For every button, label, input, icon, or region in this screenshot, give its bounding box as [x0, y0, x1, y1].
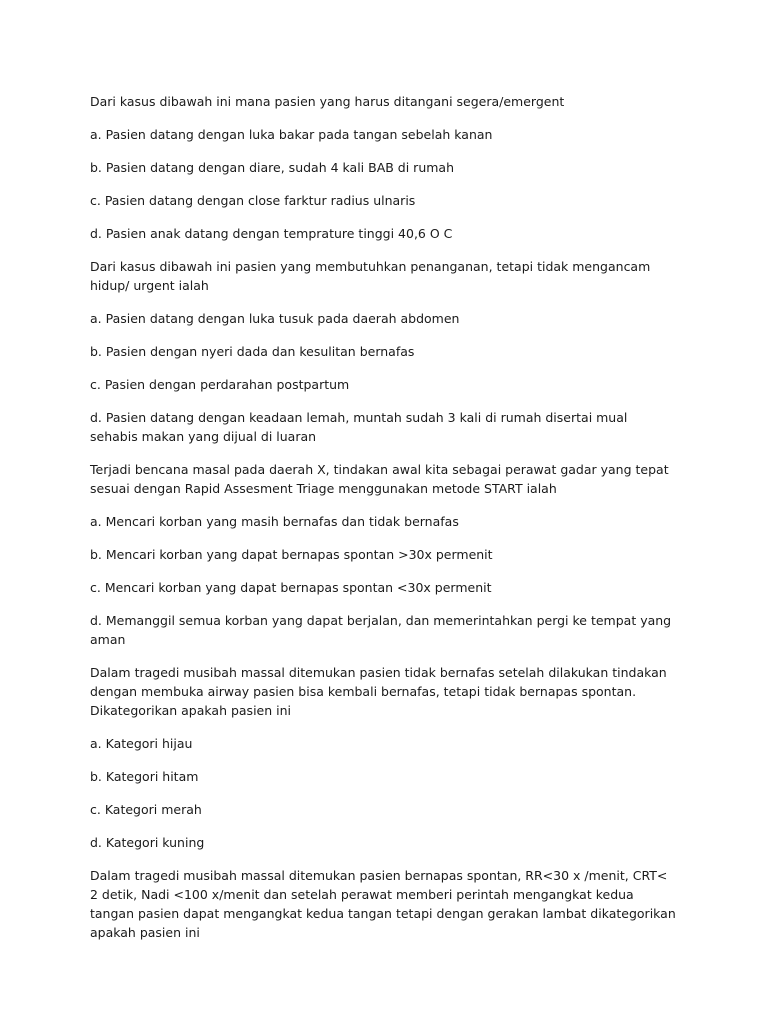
question-2-option-d: d. Pasien datang dengan keadaan lemah, muntah sudah 3 kali di rumah disertai mual sehabis makan yang dijual di luaran: [90, 410, 628, 444]
question-4-option-c: c. Kategori merah: [90, 802, 202, 817]
question-3-option-b: b. Mencari korban yang dapat bernapas spontan >30x permenit: [90, 547, 493, 562]
question-2-option-c: c. Pasien dengan perdarahan postpartum: [90, 377, 350, 392]
question-4-option-b: b. Kategori hitam: [90, 769, 199, 784]
question-1: Dari kasus dibawah ini mana pasien yang harus ditangani segera/emergent: [90, 94, 565, 109]
question-3-option-a: a. Mencari korban yang masih bernafas dan tidak bernafas: [90, 514, 459, 529]
question-3-option-d: d. Memanggil semua korban yang dapat berjalan, dan memerintahkan pergi ke tempat yang aman: [90, 613, 672, 647]
question-1-option-a: a. Pasien datang dengan luka bakar pada tangan sebelah kanan: [90, 127, 493, 142]
question-3: Terjadi bencana masal pada daerah X, tindakan awal kita sebagai perawat gadar yang tepat sesuai dengan Rapid Assesment Triage menggunakan metode START ialah: [90, 462, 669, 496]
question-4-option-a: a. Kategori hijau: [90, 736, 193, 751]
question-1-option-c: c. Pasien datang dengan close farktur radius ulnaris: [90, 193, 416, 208]
question-2: Dari kasus dibawah ini pasien yang membutuhkan penanganan, tetapi tidak mengancam hidup/ urgent ialah: [90, 259, 651, 293]
question-1-option-d: d. Pasien anak datang dengan temprature tinggi 40,6 O C: [90, 226, 453, 241]
question-4-option-d: d. Kategori kuning: [90, 835, 205, 850]
question-3-option-c: c. Mencari korban yang dapat bernapas spontan <30x permenit: [90, 580, 492, 595]
question-2-option-b: b. Pasien dengan nyeri dada dan kesulitan bernafas: [90, 344, 415, 359]
question-2-option-a: a. Pasien datang dengan luka tusuk pada daerah abdomen: [90, 311, 460, 326]
question-5: Dalam tragedi musibah massal ditemukan pasien bernapas spontan, RR<30 x /menit, CRT< 2 detik, Nadi <100 x/menit dan setelah perawat memberi perintah mengangkat kedua tangan pasien dapat mengangkat kedua tangan tetapi dengan gerakan lambat dikategorikan apakah pasien ini: [90, 868, 676, 940]
document-body: [90, 92, 678, 956]
question-1-option-b: b. Pasien datang dengan diare, sudah 4 kali BAB di rumah: [90, 160, 455, 175]
question-4: Dalam tragedi musibah massal ditemukan pasien tidak bernafas setelah dilakukan tindakan dengan membuka airway pasien bisa kembali bernafas, tetapi tidak bernapas spontan. Dikategorikan apakah pasien ini: [90, 665, 667, 718]
